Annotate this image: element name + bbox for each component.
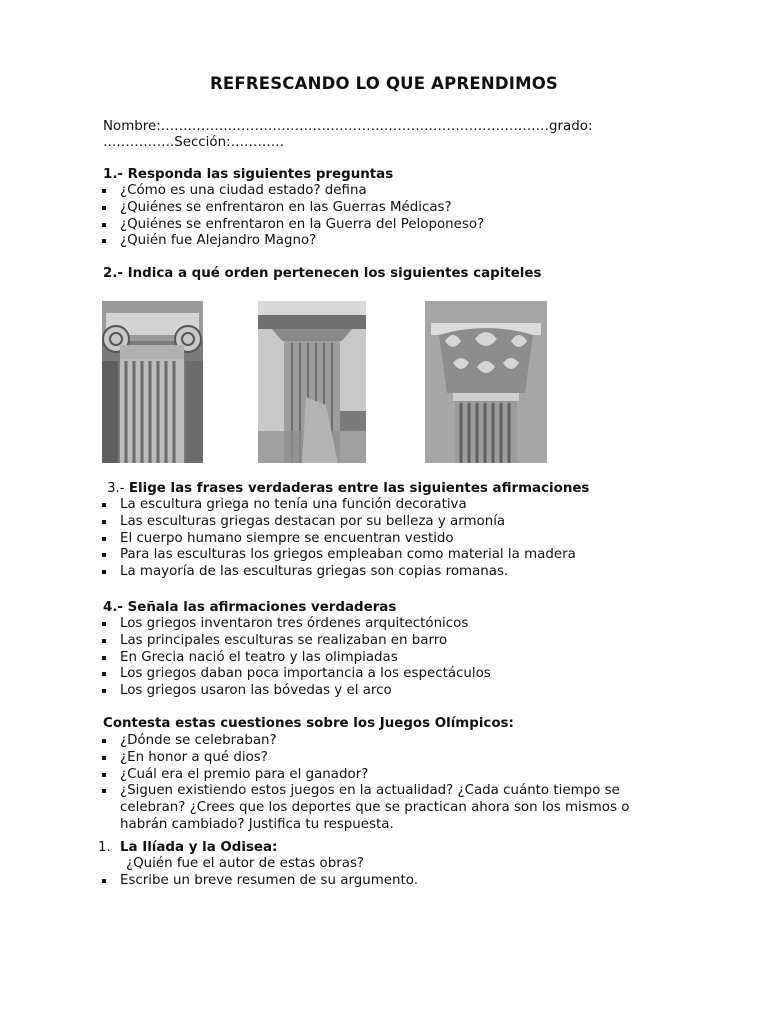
square-bullet-icon [102,223,106,227]
square-bullet-icon [102,773,106,777]
q6-number: 1. [98,840,111,855]
q1-list [102,183,484,250]
q3-heading-line [107,481,589,498]
section-line: …………….Sección:………… [103,135,285,150]
square-bullet-icon [102,739,106,743]
list-item: Las principales esculturas se realizaban en barro [102,633,491,650]
square-bullet-icon [102,206,106,210]
list-item: ¿En honor a qué dios? [102,750,680,767]
q6-subquestion: ¿Quién fue el autor de estas obras? [126,856,365,871]
q5-heading: Contesta estas cuestiones sobre los Juegos Olímpicos: [103,716,514,731]
name-line: Nombre:……………………………………………………………………………grado: [103,119,593,134]
square-bullet-icon [102,570,106,574]
q6-heading: La Ilíada y la Odisea: [120,840,278,855]
page-title: REFRESCANDO LO QUE APRENDIMOS [209,74,558,93]
corinthian-column-photo [425,301,547,463]
square-bullet-icon [102,639,106,643]
square-bullet-icon [102,239,106,243]
list-item: El cuerpo humano siempre se encuentran vestido [102,531,576,548]
list-item: La mayoría de las esculturas griegas son copias romanas. [102,564,576,581]
square-bullet-icon [102,553,106,557]
doric-column-photo [258,301,366,463]
square-bullet-icon [102,789,106,793]
ionic-column-photo [102,301,203,463]
q3-list [102,497,576,581]
square-bullet-icon [102,656,106,660]
square-bullet-icon [102,672,106,676]
q4-heading: 4.- Señala las afirmaciones verdaderas [103,600,397,615]
list-item: ¿Dónde se celebraban? [102,733,680,750]
list-item: Los griegos inventaron tres órdenes arquitectónicos [102,616,491,633]
list-item: Las esculturas griegas destacan por su belleza y armonía [102,514,576,531]
list-item: ¿Cómo es una ciudad estado? defina [102,183,484,200]
list-item: ¿Quién fue Alejandro Magno? [102,233,484,250]
square-bullet-icon [102,503,106,507]
list-item: Para las esculturas los griegos empleaban como material la madera [102,547,576,564]
list-item: La escultura griega no tenía una función decorativa [102,497,576,514]
square-bullet-icon [102,520,106,524]
list-item: ¿Quiénes se enfrentaron en las Guerras Médicas? [102,200,484,217]
list-item: ¿Siguen existiendo estos juegos en la actualidad? ¿Cada cuánto tiempo se celebran? ¿Crees que los deportes que se practican ahora son los mismos o habrán cambiado? Justifica tu respuesta. [102,783,680,833]
q3-heading: Elige las frases verdaderas entre las siguientes afirmaciones [128,481,590,496]
list-item: ¿Cuál era el premio para el ganador? [102,767,680,784]
q2-heading: 2.- Indica a qué orden pertenecen los siguientes capiteles [103,266,542,281]
square-bullet-icon [102,879,106,883]
q5-list [102,733,680,834]
list-item: Escribe un breve resumen de su argumento. [102,873,418,890]
square-bullet-icon [102,689,106,693]
list-item: Los griegos usaron las bóvedas y el arco [102,683,491,700]
square-bullet-icon [102,537,106,541]
q3-number: 3.- [107,481,129,496]
list-item: ¿Quiénes se enfrentaron en la Guerra del Peloponeso? [102,217,484,234]
q6-list [102,873,418,890]
q1-heading: 1.- Responda las siguientes preguntas [103,167,394,182]
list-item: En Grecia nació el teatro y las olimpiadas [102,650,491,667]
square-bullet-icon [102,756,106,760]
q4-list [102,616,491,700]
list-item: Los griegos daban poca importancia a los espectáculos [102,666,491,683]
square-bullet-icon [102,189,106,193]
square-bullet-icon [102,622,106,626]
